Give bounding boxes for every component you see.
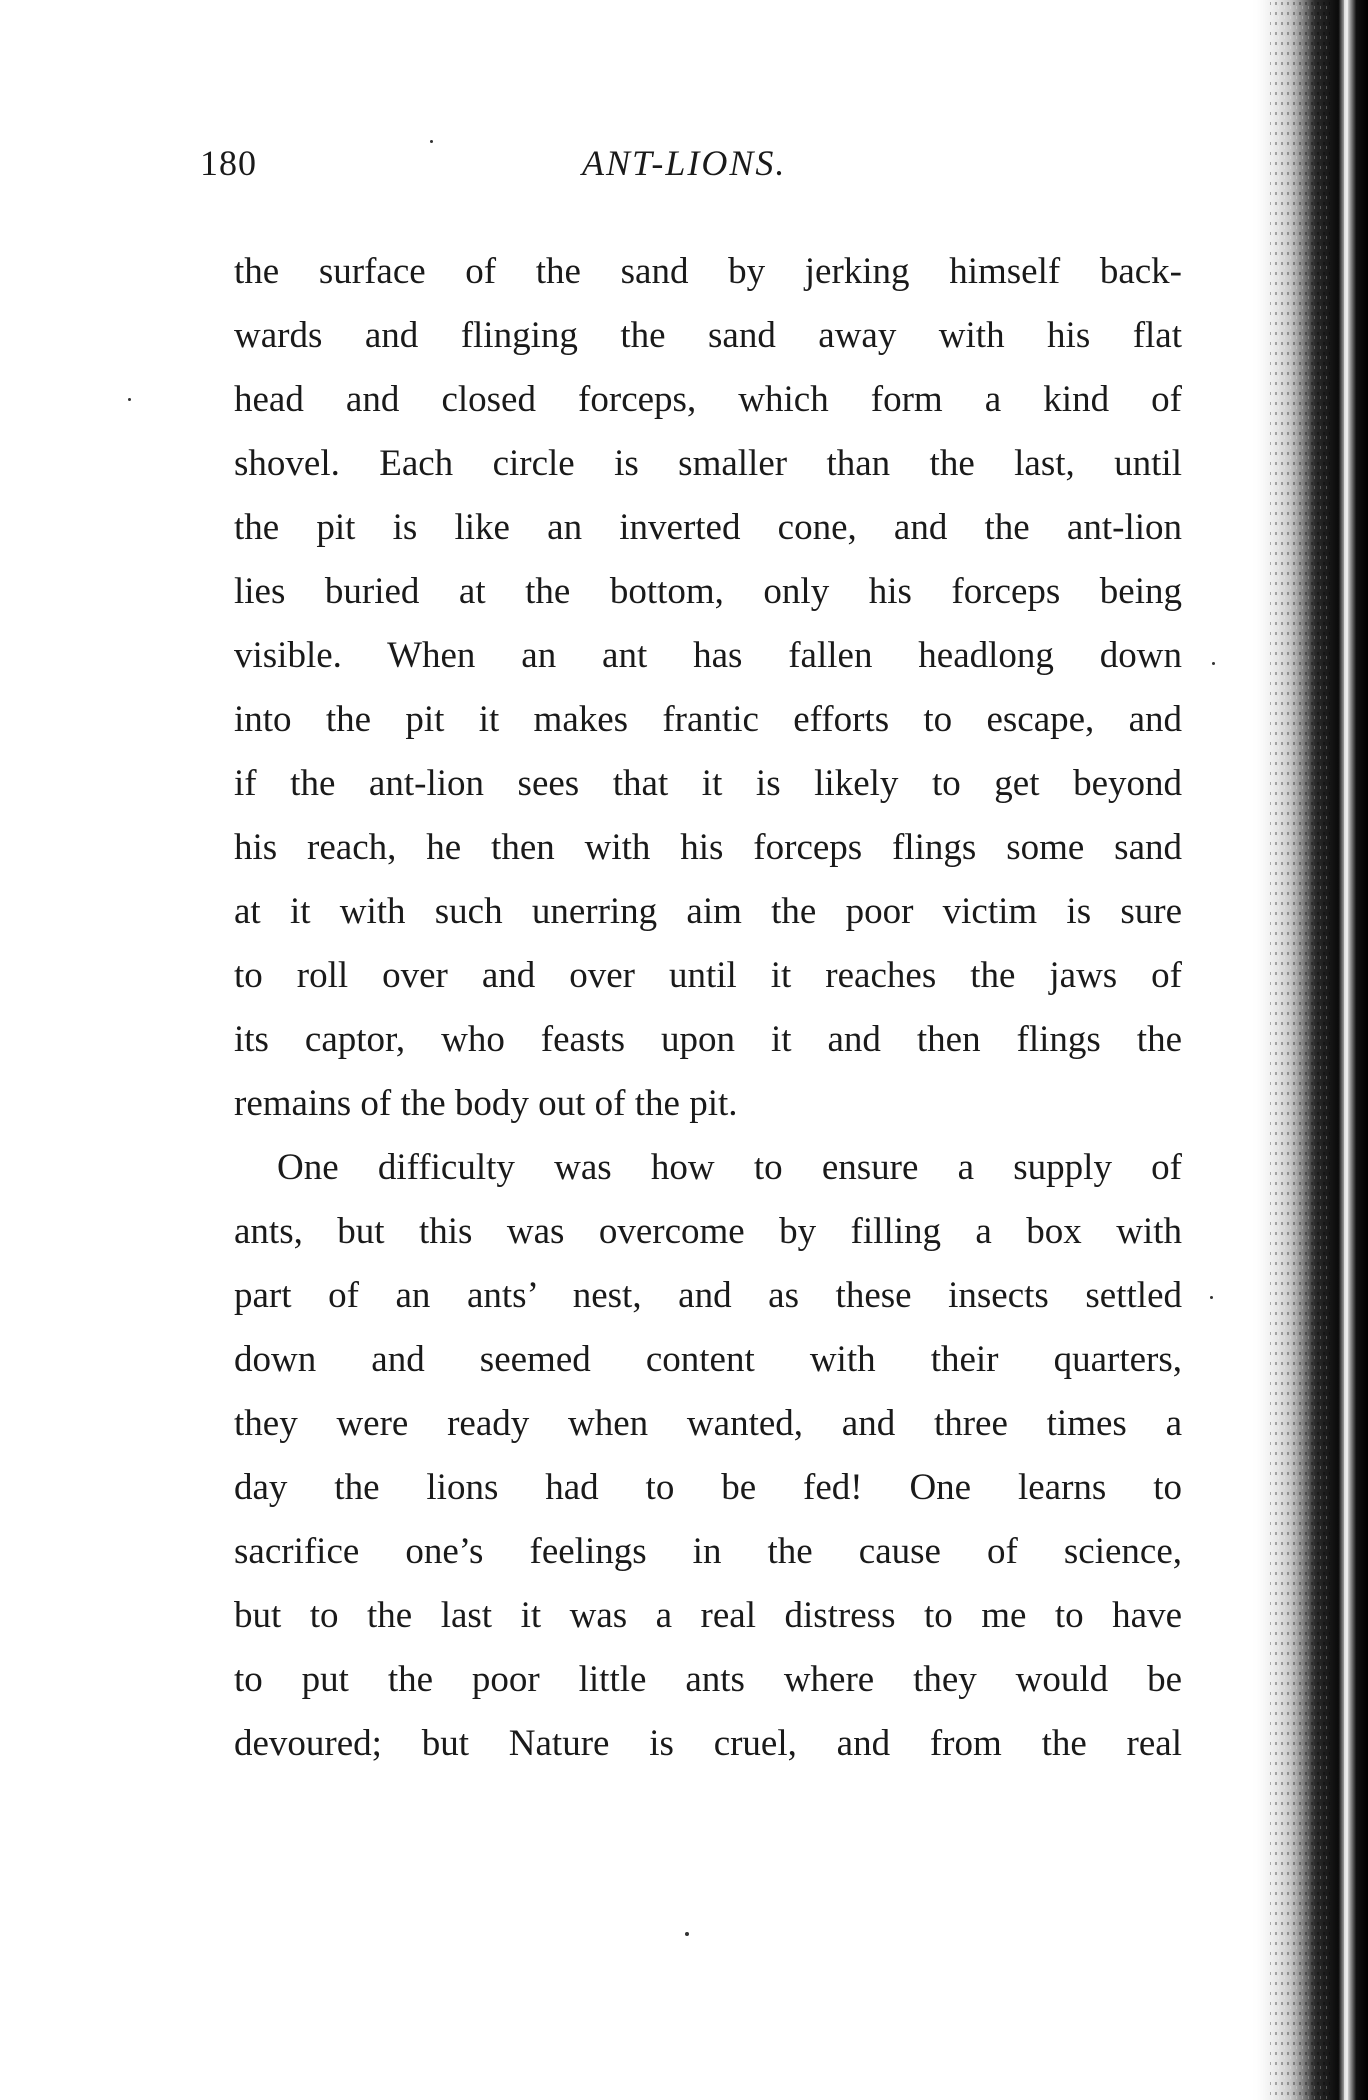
- text-line: to put the poor little ants where they would be: [234, 1659, 1182, 1700]
- text-line: day the lions had to be fed! One learns to: [234, 1467, 1182, 1508]
- text-line: One difficulty was how to ensure a supply of: [277, 1147, 1182, 1188]
- text-line: at it with such unerring aim the poor victim is sure: [234, 891, 1182, 932]
- scan-speck: [685, 1932, 689, 1936]
- page-number: 180: [200, 143, 257, 183]
- scan-speck: [430, 140, 433, 143]
- body-text: [234, 240, 1182, 1776]
- text-line: head and closed forceps, which form a kind of: [234, 379, 1182, 420]
- text-line: ants, but this was overcome by filling a box with: [234, 1211, 1182, 1252]
- page-edge-shadow: [1250, 0, 1368, 2100]
- text-line: the pit is like an inverted cone, and the ant-lion: [234, 507, 1182, 548]
- text-line: devoured; but Nature is cruel, and from the real: [234, 1723, 1182, 1764]
- text-line: lies buried at the bottom, only his forceps being: [234, 571, 1182, 612]
- text-line: to roll over and over until it reaches the jaws of: [234, 955, 1182, 996]
- text-line: into the pit it makes frantic efforts to escape, and: [234, 699, 1182, 740]
- text-line: its captor, who feasts upon it and then flings the: [234, 1019, 1182, 1060]
- text-line: part of an ants’ nest, and as these insects settled: [234, 1275, 1182, 1316]
- text-line: his reach, he then with his forceps flings some sand: [234, 827, 1182, 868]
- text-line: visible. When an ant has fallen headlong down: [234, 635, 1182, 676]
- text-line: wards and flinging the sand away with his flat: [234, 315, 1182, 356]
- scan-speck: [1212, 662, 1215, 665]
- text-line: sacrifice one’s feelings in the cause of science,: [234, 1531, 1182, 1572]
- text-line: remains of the body out of the pit.: [234, 1083, 738, 1124]
- running-head: [200, 142, 1200, 198]
- scan-speck: [1210, 1296, 1213, 1299]
- text-line: but to the last it was a real distress to me to have: [234, 1595, 1182, 1636]
- text-line: if the ant-lion sees that it is likely to get beyond: [234, 763, 1182, 804]
- text-line: down and seemed content with their quarters,: [234, 1339, 1182, 1380]
- text-line: they were ready when wanted, and three times a: [234, 1403, 1182, 1444]
- text-line: the surface of the sand by jerking himself back-: [234, 251, 1182, 292]
- text-line: shovel. Each circle is smaller than the last, until: [234, 443, 1182, 484]
- scan-speck: [128, 398, 131, 401]
- running-title: ANT-LIONS.: [582, 143, 787, 183]
